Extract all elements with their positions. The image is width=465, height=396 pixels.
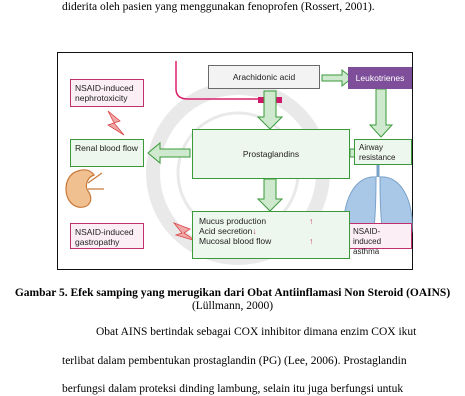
mucus-production-row [199, 216, 343, 226]
arachidonic-acid-box: Arachidonic acid [208, 65, 320, 89]
asthma-box: NSAID-induced asthma [348, 223, 412, 249]
decrease-arrow: ↓ [252, 226, 257, 236]
caption-bold: Gambar 5. Efek samping yang merugikan dari Obat Antiinflamasi Non Steroid (OAINS) [14, 287, 451, 299]
nephrotoxicity-box: NSAID-induced nephrotoxicity [70, 79, 144, 107]
paragraph-line-3: berfungsi dalam proteksi dinding lambung, selain itu juga berfungsi untuk [62, 383, 404, 395]
figure-nsaid-effects [57, 52, 413, 270]
mucosal-blood-flow-row [199, 236, 343, 246]
mucosal-effects-box [192, 211, 350, 259]
acid-secretion-label: Acid secretion [199, 226, 253, 236]
prostaglandins-box: Prostaglandins [192, 129, 350, 179]
paragraph-line-1: Obat AINS bertindak sebagai COX inhibitor dimana enzim COX ikut [96, 326, 417, 338]
airway-resistance-box: Airway resistance [354, 139, 412, 165]
paragraph-line-2: terlibat dalam pembentukan prostaglandin (PG) (Lee, 2006). Prostaglandin [62, 355, 407, 367]
increase-arrow: ↑ [309, 216, 314, 226]
lightning-icon [108, 111, 124, 135]
gastropathy-box: NSAID-induced gastropathy [70, 223, 144, 249]
mucus-production-label: Mucus production [199, 216, 267, 226]
leukotrienes-box: Leukotrienes [348, 67, 412, 89]
acid-secretion-row [199, 226, 343, 236]
increase-arrow: ↑ [309, 236, 314, 246]
caption-source: (Lüllmann, 2000) [191, 300, 274, 312]
mucosal-blood-flow-label: Mucosal blood flow [199, 236, 272, 246]
top-text-line: diderita oleh pasien yang menggunakan fenoprofen (Rossert, 2001). [62, 1, 375, 13]
renal-blood-flow-box: Renal blood flow [70, 139, 144, 167]
figure-caption [0, 287, 465, 313]
